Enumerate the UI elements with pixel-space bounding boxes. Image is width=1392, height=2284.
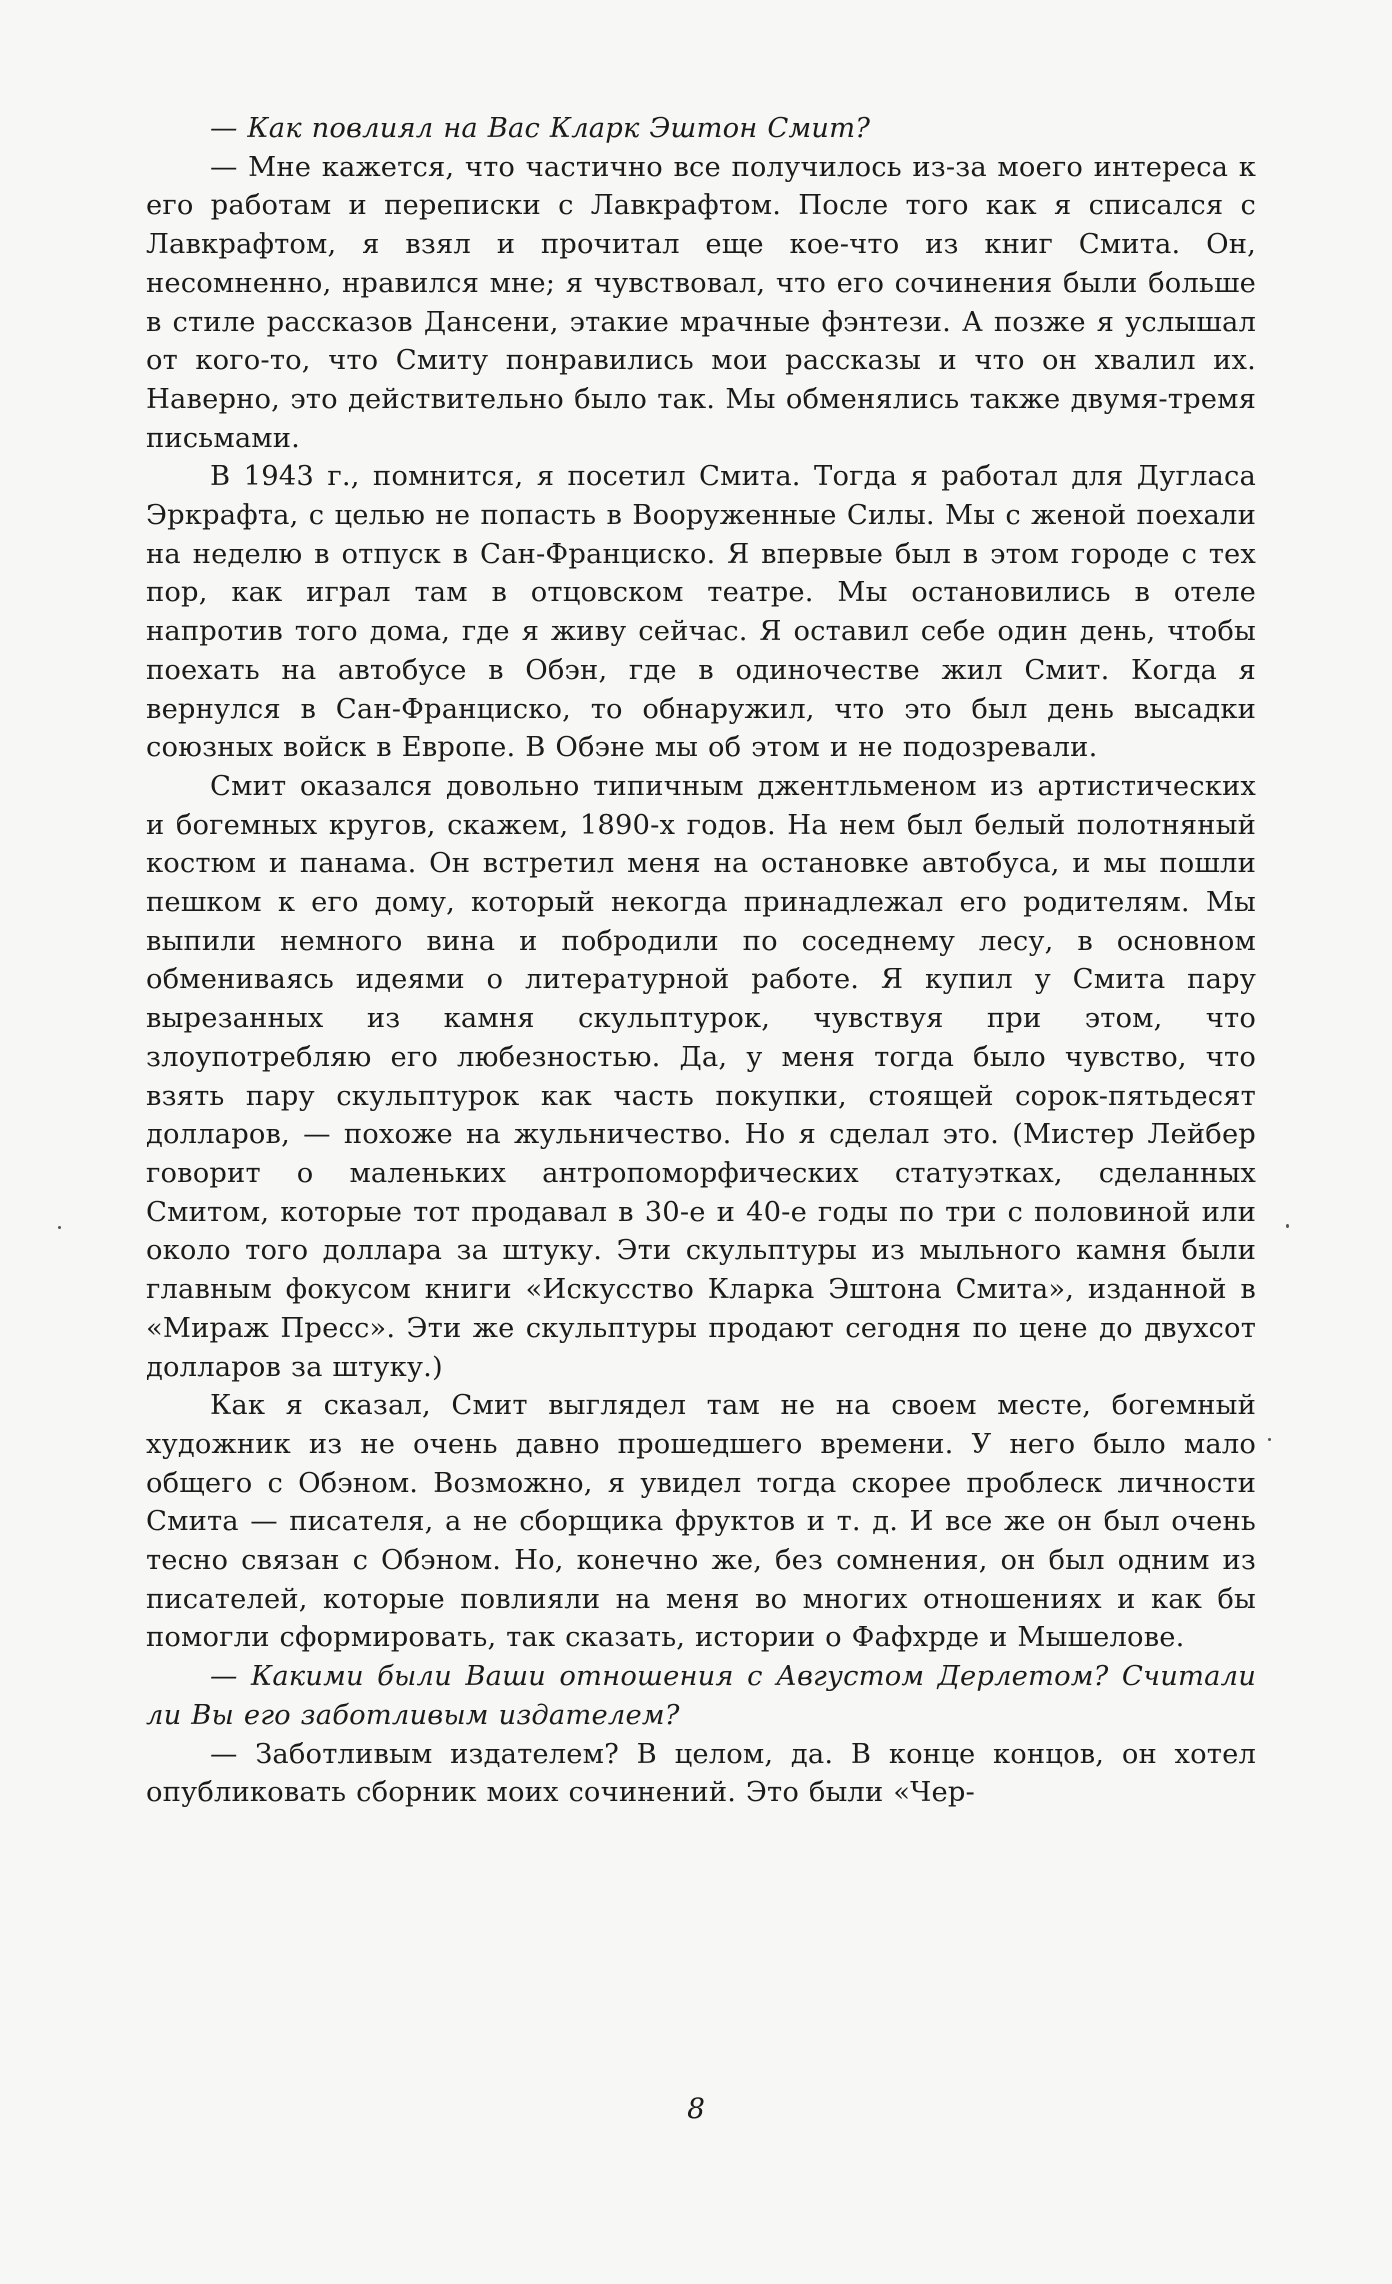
page-text-block <box>146 110 1256 1813</box>
page-number: 8 <box>687 2092 705 2125</box>
answer-paragraph-4: Как я сказал, Смит выглядел там не на своем месте, богемный художник из не очень давно прошедшего времени. У него было мало общего с Обэном. Возможно, я увидел тогда скорее проблеск личности Смита — писателя, а не сборщика фруктов и т. д. И все же он был очень тесно связан с Обэном. Но, конечно же, без сомнения, он был одним из писателей, которые повлияли на меня во многих отношениях и как бы помогли сформировать, так сказать, истории о Фафхрде и Мышелове. <box>146 1390 1256 1654</box>
answer-paragraph-5: — Заботливым издателем? В целом, да. В конце концов, он хотел опубликовать сборник моих сочинений. Это были «Чер- <box>146 1738 1256 1809</box>
interview-question-1: — Как повлиял на Вас Кларк Эштон Смит? <box>210 113 871 144</box>
scan-speck <box>58 1226 61 1229</box>
answer-paragraph-2: В 1943 г., помнится, я посетил Смита. Тогда я работал для Дугласа Эркрафта, с целью не попасть в Вооруженные Силы. Мы с женой поехали на неделю в отпуск в Сан-Франциско. Я впервые был в этом городе с тех пор, как играл там в отцовском театре. Мы остановились в отеле напротив того дома, где я живу сейчас. Я оставил себе один день, чтобы поехать на автобусе в Обэн, где в одиночестве жил Смит. Когда я вернулся в Сан-Франциско, то обнаружил, что это был день высадки союзных войск в Европе. В Обэне мы об этом и не подозревали. <box>146 461 1256 764</box>
answer-paragraph-1: — Мне кажется, что частично все получилось из-за моего интереса к его работам и переписки с Лавкрафтом. После того как я списался с Лавкрафтом, я взял и прочитал еще кое-что из книг Смита. Он, несомненно, нравился мне; я чувствовал, что его сочинения были больше в стиле рассказов Дансени, этакие мрачные фэнтези. А позже я услышал от кого-то, что Смиту понравились мои рассказы и что он хвалил их. Наверно, это действительно было так. Мы обменялись также двумя-тремя письмами. <box>146 151 1256 454</box>
scan-speck <box>1286 1224 1289 1228</box>
interview-question-2: — Какими были Ваши отношения с Августом Дерлетом? Считали ли Вы его заботливым издателем? <box>146 1661 1256 1731</box>
answer-paragraph-3: Смит оказался довольно типичным джентльменом из артистических и богемных кругов, скажем, 1890-х годов. На нем был белый полотняный костюм и панама. Он встретил меня на остановке автобуса, и мы пошли пешком к его дому, который некогда принадлежал его родителям. Мы выпили немного вина и побродили по соседнему лесу, в основном обмениваясь идеями о литературной работе. Я купил у Смита пару вырезанных из камня скульптурок, чувствуя при этом, что злоупотребляю его любезностью. Да, у меня тогда было чувство, что взять пару скульптурок как часть покупки, стоящей сорок-пятьдесят долларов, — похоже на жульничество. Но я сделал это. (Мистер Лейбер говорит о маленьких антропоморфических статуэтках, сделанных Смитом, которые тот продавал в 30-е и 40-е годы по три с половиной или около того доллара за штуку. Эти скульптуры из мыльного камня были главным фокусом книги «Искусство Кларка Эштона Смита», изданной в «Мираж Пресс». Эти же скульптуры продают сегодня по цене до двухсот долларов за штуку.) <box>146 770 1256 1383</box>
scan-speck <box>1268 1438 1271 1441</box>
